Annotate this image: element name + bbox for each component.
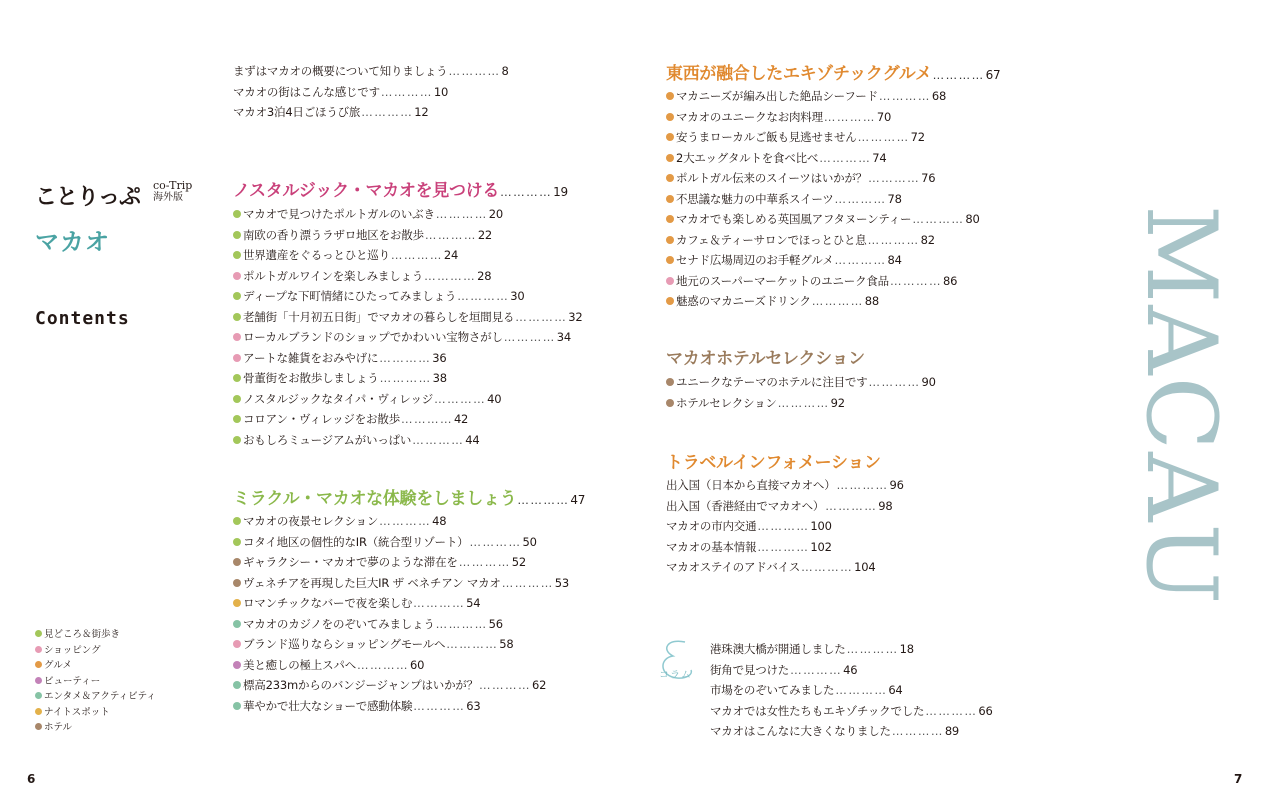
entry-page: 30: [510, 289, 525, 303]
leader-dots: …………: [515, 309, 568, 324]
entry-title: 港珠澳大橋が開通しました: [710, 642, 846, 656]
brand-edition: 海外版: [153, 192, 183, 203]
category-dot-icon: [666, 154, 674, 162]
entry-page: 89: [944, 724, 960, 738]
toc-entry: [710, 704, 993, 718]
category-dot-icon: [233, 436, 241, 444]
category-dot-icon: [233, 538, 241, 546]
entry-title: ポルトガルワインを楽しみましょう: [243, 268, 424, 283]
section-title: [666, 453, 881, 473]
entry-page: 76: [921, 171, 936, 185]
toc-entry: [666, 253, 902, 267]
toc-entry: [710, 683, 903, 697]
leader-dots: …………: [891, 724, 944, 738]
contents-label: Contents: [35, 308, 130, 329]
category-dot-icon: [233, 599, 241, 607]
entry-page: 62: [532, 678, 547, 692]
entry-title: コタイ地区の個性的なIR（統合型リゾート）: [243, 534, 469, 549]
category-dot-icon: [233, 210, 241, 218]
entry-page: 24: [443, 248, 459, 262]
entry-title: マカオの市内交通: [666, 519, 757, 533]
entry-page: 66: [978, 703, 993, 718]
entry-page: 20: [488, 207, 503, 221]
leader-dots: …………: [435, 207, 488, 221]
entry-page: 56: [488, 616, 503, 631]
section-title: [666, 64, 1000, 85]
category-dot-icon: [233, 661, 241, 669]
category-dot-icon: [233, 579, 241, 587]
leader-dots: …………: [469, 534, 522, 549]
leader-dots: …………: [500, 185, 553, 199]
category-dot-icon: [233, 415, 241, 423]
category-dot-icon: [233, 517, 241, 525]
leader-dots: …………: [379, 350, 432, 365]
entry-title: マカオでは女性たちもエキゾチックでした: [710, 703, 925, 718]
legend-dot-icon: [35, 692, 42, 699]
entry-title: 出入国（香港経由でマカオへ）: [666, 498, 825, 513]
entry-page: 22: [477, 227, 493, 242]
entry-title: まずはマカオの概要について知りましょう: [233, 64, 448, 78]
category-dot-icon: [233, 620, 241, 628]
brand-city: マカオ: [35, 228, 110, 256]
entry-page: 54: [466, 596, 481, 610]
category-dot-icon: [233, 354, 241, 362]
entry-page: 46: [843, 662, 858, 677]
column-label: コラム: [659, 670, 692, 681]
leader-dots: …………: [834, 191, 887, 206]
toc-entry: [233, 269, 491, 283]
toc-entry: [233, 330, 571, 344]
entry-title: 老舗街「十月初五日街」でマカオの暮らしを垣間見る: [243, 309, 515, 324]
toc-entry: [710, 642, 914, 656]
entry-page: 82: [920, 232, 935, 247]
leader-dots: …………: [517, 493, 570, 507]
toc-entry: [710, 724, 959, 738]
entry-title: 骨董街をお散歩しましょう: [243, 371, 379, 385]
entry-title: セナド広場周辺のお手軽グルメ: [676, 253, 834, 267]
entry-page: 72: [910, 130, 925, 144]
entry-page: 53: [554, 575, 569, 590]
leader-dots: …………: [868, 171, 921, 185]
leader-dots: …………: [857, 130, 910, 144]
toc-entry: [666, 130, 925, 144]
toc-entry: [233, 637, 513, 651]
legend-item: [35, 660, 72, 672]
entry-page: 12: [414, 105, 429, 119]
leader-dots: …………: [868, 375, 921, 389]
entry-title: 標高233mからのバンジージャンプはいかが？: [243, 678, 479, 692]
entry-page: 84: [887, 253, 902, 267]
entry-title: ギャラクシー・マカオで夢のような滞在を: [243, 555, 458, 569]
leader-dots: …………: [846, 642, 899, 656]
entry-title: コロアン・ヴィレッジをお散歩: [243, 412, 400, 426]
leader-dots: …………: [448, 64, 501, 78]
leader-dots: …………: [458, 555, 511, 569]
leader-dots: …………: [446, 637, 499, 651]
section-page: 47: [570, 493, 586, 507]
entry-title: ディープな下町情緒にひたってみましょう: [243, 289, 457, 303]
entry-title: ポルトガル伝来のスイーツはいかが？: [676, 171, 868, 185]
toc-entry: [666, 151, 887, 165]
leader-dots: …………: [811, 294, 864, 308]
section-title-text: ミラクル・マカオな体験をしましょう: [233, 489, 517, 509]
leader-dots: …………: [434, 391, 487, 406]
entry-title: 街角で見つけた: [710, 662, 790, 677]
entry-page: 74: [872, 150, 887, 165]
section-title-text: マカオホテルセレクション: [666, 349, 865, 369]
category-dot-icon: [666, 378, 674, 386]
category-dot-icon: [666, 215, 674, 223]
toc-entry: [233, 248, 458, 262]
category-dot-icon: [233, 374, 241, 382]
leader-dots: …………: [836, 478, 889, 492]
legend-item: [35, 691, 156, 703]
entry-title: ブランド巡りならショッピングモールへ: [243, 637, 446, 651]
entry-page: 40: [487, 391, 502, 406]
entry-title: おもしろミュージアムがいっぱい: [243, 432, 412, 447]
toc-entry: [666, 396, 845, 410]
brand-cotrip: co-Trip: [153, 179, 193, 192]
entry-title: マカオで見つけたポルトガルのいぶき: [243, 207, 435, 221]
toc-entry: [233, 310, 582, 324]
macau-vertical-title: MACAU: [1125, 205, 1237, 607]
entry-title: 不思議な魅力の中華系スイーツ: [676, 191, 834, 206]
entry-title: マカオステイのアドバイス: [666, 560, 801, 574]
leader-dots: …………: [357, 657, 409, 672]
entry-title: マカニーズが編み出した絶品シーフード: [676, 89, 878, 103]
category-dot-icon: [666, 113, 674, 121]
entry-page: 36: [432, 350, 447, 365]
entry-page: 58: [499, 637, 514, 651]
entry-title: マカオの街はこんな感じです: [233, 84, 380, 99]
entry-page: 70: [876, 109, 892, 124]
entry-page: 60: [410, 657, 425, 672]
category-dot-icon: [233, 640, 241, 648]
leader-dots: …………: [380, 84, 433, 99]
toc-entry: [666, 560, 875, 574]
legend-label: グルメ: [44, 660, 72, 671]
leader-dots: …………: [757, 519, 810, 533]
toc-entry: [666, 212, 980, 226]
entry-title: ロマンチックなバーで夜を楽しむ: [243, 596, 413, 610]
legend-label: ショッピング: [44, 644, 101, 656]
entry-page: 96: [889, 478, 904, 492]
legend-label: 見どころ＆街歩き: [44, 629, 121, 640]
toc-entry: [666, 233, 935, 247]
category-dot-icon: [666, 236, 674, 244]
toc-entry: [666, 171, 935, 185]
category-dot-icon: [233, 292, 241, 300]
column-mark: [655, 636, 707, 692]
toc-entry: [233, 392, 501, 406]
entry-title: ホテルセレクション: [676, 395, 777, 410]
section-title-text: ノスタルジック・マカオを見つける: [233, 181, 500, 201]
toc-entry: [233, 658, 424, 672]
toc-entry: [233, 555, 526, 569]
section-title: [233, 181, 568, 202]
toc-entry: [233, 105, 428, 119]
toc-entry: [233, 576, 569, 590]
entry-title: 華やかで壮大なショーで感動体験: [243, 698, 413, 713]
category-dot-icon: [233, 313, 241, 321]
toc-entry: [233, 412, 468, 426]
category-dot-icon: [233, 558, 241, 566]
legend-dot-icon: [35, 723, 42, 730]
entry-title: マカオはこんなに大きくなりました: [710, 724, 891, 738]
entry-title: 地元のスーパーマーケットのユニーク食品: [676, 273, 889, 288]
leader-dots: …………: [361, 105, 414, 119]
section-title-text: 東西が融合したエキゾチックグルメ: [666, 64, 932, 84]
entry-title: 2大エッグタルトを食べ比べ: [676, 150, 819, 165]
entry-page: 32: [568, 309, 583, 324]
entry-page: 92: [830, 395, 845, 410]
entry-page: 28: [477, 268, 492, 283]
legend-dot-icon: [35, 677, 42, 684]
entry-title: マカオでも楽しめる英国風アフタヌーンティー: [676, 212, 912, 226]
leader-dots: …………: [379, 371, 432, 385]
column-swirl-icon: [655, 636, 707, 692]
entry-page: 68: [931, 89, 947, 103]
toc-entry: [233, 514, 446, 528]
leader-dots: …………: [412, 432, 465, 447]
leader-dots: …………: [823, 109, 876, 124]
leader-dots: …………: [777, 395, 830, 410]
category-dot-icon: [233, 333, 241, 341]
entry-title: カフェ＆ティーサロンでほっとひと息: [676, 232, 867, 247]
leader-dots: …………: [835, 683, 888, 697]
entry-title: マカオのカジノをのぞいてみましょう: [243, 616, 435, 631]
entry-title: ヴェネチアを再現した巨大IR ザ ベネチアン マカオ: [243, 575, 501, 590]
toc-entry: [233, 207, 503, 221]
toc-entry: [666, 192, 902, 206]
legend-dot-icon: [35, 630, 42, 637]
toc-entry: [233, 371, 447, 385]
section-title-text: トラベルインフォメーション: [666, 453, 881, 473]
entry-page: 10: [433, 84, 449, 99]
toc-entry: [666, 499, 892, 513]
category-dot-icon: [666, 297, 674, 305]
toc-entry: [233, 699, 481, 713]
category-dot-icon: [666, 133, 674, 141]
toc-entry: [233, 433, 479, 447]
entry-page: 52: [511, 555, 526, 569]
legend-label: エンタメ＆アクティビティ: [44, 691, 156, 702]
entry-title: ユニークなテーマのホテルに注目です: [676, 375, 868, 389]
leader-dots: …………: [479, 678, 532, 692]
entry-title: 市場をのぞいてみました: [710, 683, 835, 697]
entry-title: ノスタルジックなタイパ・ヴィレッジ: [243, 391, 434, 406]
entry-page: 102: [810, 539, 832, 554]
entry-page: 104: [854, 560, 876, 574]
leader-dots: …………: [501, 575, 554, 590]
leader-dots: …………: [757, 539, 810, 554]
right-page-number: 7: [1234, 772, 1243, 786]
entry-title: 魅惑のマカニーズドリンク: [676, 294, 811, 308]
legend-item: [35, 629, 120, 641]
entry-page: 100: [810, 519, 832, 533]
category-dot-icon: [666, 195, 674, 203]
leader-dots: …………: [825, 498, 878, 513]
leader-dots: …………: [457, 289, 510, 303]
category-dot-icon: [233, 395, 241, 403]
legend-label: ナイトスポット: [44, 706, 110, 718]
leader-dots: …………: [878, 89, 931, 103]
section-page: 67: [985, 68, 1001, 82]
toc-entry: [666, 294, 879, 308]
section-title: [666, 349, 865, 369]
entry-page: 42: [453, 412, 469, 426]
toc-entry: [666, 540, 832, 554]
entry-page: 50: [522, 534, 537, 549]
category-dot-icon: [666, 399, 674, 407]
leader-dots: …………: [889, 273, 942, 288]
toc-entry: [710, 663, 857, 677]
leader-dots: …………: [801, 560, 854, 574]
entry-page: 34: [556, 330, 572, 344]
leader-dots: …………: [790, 662, 843, 677]
leader-dots: …………: [834, 253, 887, 267]
toc-entry: [666, 89, 946, 103]
legend-item: [35, 645, 101, 657]
entry-page: 80: [965, 212, 980, 226]
leader-dots: …………: [400, 412, 453, 426]
leader-dots: …………: [424, 227, 477, 242]
legend-dot-icon: [35, 708, 42, 715]
category-dot-icon: [666, 174, 674, 182]
toc-entry: [666, 478, 904, 492]
entry-page: 63: [466, 698, 481, 713]
leader-dots: …………: [932, 68, 985, 82]
leader-dots: …………: [503, 330, 556, 344]
toc-entry: [233, 535, 537, 549]
left-page-number: 6: [27, 772, 36, 786]
entry-page: 48: [432, 514, 447, 528]
brand-subtitle: [153, 180, 223, 204]
leader-dots: …………: [413, 698, 466, 713]
legend-item: [35, 676, 100, 688]
legend-label: ビューティー: [44, 675, 101, 687]
category-dot-icon: [233, 702, 241, 710]
category-dot-icon: [666, 256, 674, 264]
category-dot-icon: [233, 681, 241, 689]
leader-dots: …………: [413, 596, 466, 610]
toc-entry: [233, 678, 546, 692]
toc-entry: [233, 64, 509, 78]
entry-page: 88: [864, 294, 880, 308]
legend-dot-icon: [35, 661, 42, 668]
entry-title: マカオの夜景セレクション: [243, 514, 379, 528]
entry-title: マカオ3泊4日ごほうび旅: [233, 105, 361, 119]
entry-page: 64: [888, 683, 903, 697]
toc-entry: [666, 110, 891, 124]
leader-dots: …………: [424, 268, 477, 283]
entry-title: 出入国（日本から直接マカオへ）: [666, 478, 836, 492]
legend-label: ホテル: [44, 722, 73, 733]
toc-entry: [233, 85, 448, 99]
entry-title: 南欧の香り漂うラザロ地区をお散歩: [243, 227, 424, 242]
entry-title: 世界遺産をぐるっとひと巡り: [243, 248, 390, 262]
entry-title: 美と癒しの極上スパへ: [243, 657, 356, 672]
section-title: [233, 489, 585, 510]
category-dot-icon: [233, 251, 241, 259]
entry-page: 38: [432, 371, 447, 385]
category-dot-icon: [233, 272, 241, 280]
legend-item: [35, 722, 72, 734]
entry-page: 98: [878, 498, 893, 513]
leader-dots: …………: [435, 616, 488, 631]
leader-dots: …………: [912, 212, 965, 226]
toc-entry: [233, 617, 503, 631]
entry-page: 78: [887, 191, 902, 206]
toc-entry: [233, 351, 447, 365]
entry-page: 18: [899, 642, 914, 656]
entry-title: ローカルブランドのショップでかわいい宝物さがし: [243, 330, 503, 344]
leader-dots: …………: [819, 150, 872, 165]
leader-dots: …………: [379, 514, 432, 528]
entry-title: アートな雑貨をおみやげに: [243, 350, 379, 365]
entry-page: 86: [942, 273, 958, 288]
leader-dots: …………: [867, 232, 920, 247]
category-dot-icon: [233, 231, 241, 239]
legend-item: [35, 707, 110, 719]
entry-page: 8: [501, 64, 509, 78]
leader-dots: …………: [390, 248, 443, 262]
toc-entry: [666, 519, 832, 533]
toc-entry: [233, 289, 524, 303]
legend-dot-icon: [35, 646, 42, 653]
entry-page: 90: [921, 375, 936, 389]
toc-entry: [666, 375, 936, 389]
entry-title: 安うまローカルご飯も見逃せません: [676, 130, 857, 144]
section-page: 19: [553, 185, 568, 199]
toc-entry: [666, 274, 957, 288]
entry-title: マカオのユニークなお肉料理: [676, 109, 823, 124]
category-dot-icon: [666, 92, 674, 100]
brand-block: [35, 179, 193, 211]
entry-title: マカオの基本情報: [666, 539, 757, 554]
brand-series: ことりっぷ: [35, 184, 141, 210]
leader-dots: …………: [925, 703, 978, 718]
entry-page: 44: [465, 432, 480, 447]
category-dot-icon: [666, 277, 674, 285]
toc-entry: [233, 596, 480, 610]
toc-entry: [233, 228, 492, 242]
